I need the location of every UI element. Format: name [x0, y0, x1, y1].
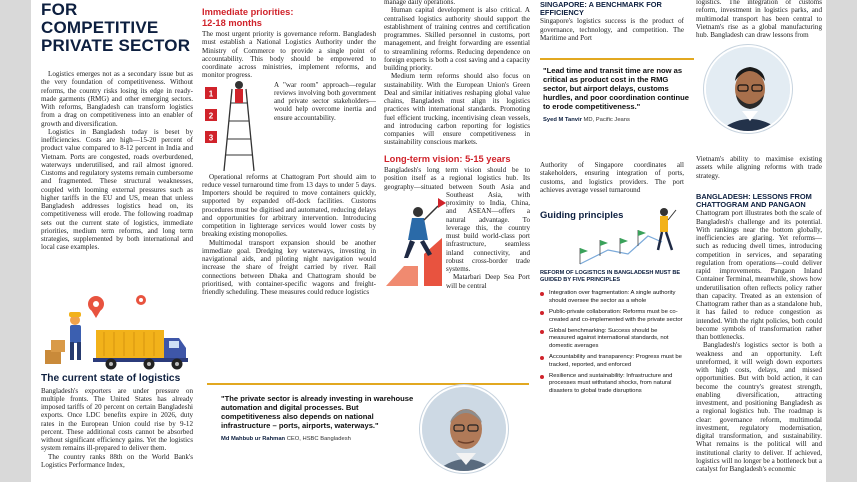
- flag-icon: [600, 240, 608, 246]
- person-icon: [413, 207, 423, 217]
- principle-text: Integration over fragmentation: A single authority should oversee the sector as a whole: [549, 290, 676, 304]
- step-number-2: 2: [208, 111, 214, 120]
- multimodal-text: Multimodal transport expansion should be another immediate goal. Dredging key waterways, investing in navigational aids, and piloting night navigation would increase the share of freight carried by river. Rail connections between Dhaka and Chattogram should be prioritised, with container-specific wagons and freight-friendly scheduling. These measures could reduce logistics: [202, 238, 376, 296]
- lessons-section: [696, 193, 822, 473]
- avatar: [706, 47, 792, 133]
- flag-icon: [438, 198, 446, 208]
- heading-immediate: Immediate priorities:: [202, 7, 294, 17]
- medium-term-text: Medium term reforms should also focus on sustainability. With the European Union's Green Deal and similar initiatives reshaping global value chains, Bangladesh must align its logistics practices with international standards. Promoting fuel efficient trucking, incentivising clean vessels, and introducing carbon reporting for logistics companies will ensure competitiveness in sustainability conscious markets.: [384, 72, 530, 147]
- war-room-block: [202, 81, 376, 173]
- principle-text: Resilience and sustainability: Infrastructure and processes must withstand shocks, from natural disasters to global trade disruptions: [549, 373, 673, 394]
- heading-long-term: Long-term vision: 5-15 years: [384, 153, 511, 164]
- list-item: [540, 373, 684, 395]
- current-state-paragraph-1: Bangladesh's exporters are under pressure on multiple fronts. The United States has already imposed tariffs of 20 percent on certain Bangladeshi exports. Once LDC benefits expire in 2026, duty rates in the European Union could rise by 9-12 percent. These additional costs cannot be absorbed without significant efficiency gains. Yet the logistics system remains ill-prepared to deliver them.: [41, 386, 193, 453]
- quote-box-tanvir: [540, 58, 694, 140]
- quote-title: MD, Pacific Jeans: [583, 116, 630, 123]
- list-item: [540, 328, 684, 350]
- guiding-principles-title: REFORM OF LOGISTICS IN BANGLADESH MUST BE GUIDED BY FIVE PRINCIPLES: [540, 270, 681, 284]
- list-item: [540, 354, 684, 369]
- heading-lessons: BANGLADESH: LESSONS FROM CHATTOGRAM AND PANGAON: [696, 192, 812, 210]
- quote-name: Syed M Tanvir: [543, 116, 582, 123]
- long-term-intro: Bangladesh's long term vision should be to position itself as a regional logistics hub. Its geography—situated between South Asia and Southeast Asia, with proximity to India, China, and ASEAN—offers a natural advantage. To leverage this, the country must build world-class port infrastructure, seamless inland connectivity, and robust cross-border trade systems.: [384, 166, 530, 273]
- person-icon: [660, 208, 668, 216]
- matarbari-text: Matarbari Deep Sea Port will be central: [446, 273, 530, 290]
- list-item: [540, 290, 684, 305]
- war-room-text: A "war room" approach—regular reviews involving both government and private sector stakeholders—would help overcome inertia and ensure accountability.: [274, 80, 376, 122]
- flag-icon: [638, 230, 646, 236]
- intro-paragraph-2: Logistics in Bangladesh today is beset by inefficiencies. Costs are high—15-20 percent of product value compared to 8-12 percent in India and Vietnam. Ports are congested, roads overburdened, waterways underutilised, and rail almost ignored. Customs and regulatory systems remain cumbersome and fragmented. These structural weaknesses, coupled with looming external pressures such as higher tariffs in the EU and US, mean that unless Bangladesh addresses logistics head on, its competitiveness will erode. The following roadmap sets out the current state of logistics, immediate priorities, medium term reforms, and long term strategies, supplemented by both international and local case examples.: [41, 127, 193, 252]
- quote-text: "Lead time and transit time are now as critical as product cost in the RMG sector, but airport delays, customs hurdles, and poor coordination continue to erode competitiveness.": [543, 66, 689, 111]
- quote-attribution: [221, 436, 419, 442]
- heading-singapore: SINGAPORE: A BENCHMARK FOR EFFICIENCY: [540, 0, 662, 18]
- intro-paragraph-1: Logistics emerges not as a secondary issue but as the very foundation of competitiveness. Without reforms, the country risks losing its edge in ready-made garments (RMG) and other emerging sectors. With reforms, Bangladesh can transform logistics from a drag on competitiveness into an enabler of growth and diversification.: [41, 70, 193, 128]
- top-fragment: manage daily operations.: [384, 0, 456, 6]
- operational-reforms-text: Operational reforms at Chattogram Port should aim to reduce vessel turnaround time from 13 days to under 5 days. Importers should be required to move containers quickly, supported by expanded off-dock facilities. Customs procedures must be digitised and automated, reducing delays and opportunities for arbitrary intervention. Introducing competition in lighterage services would lower costs by breaking existing monopolies.: [202, 172, 376, 239]
- quote-title: CEO, HSBC Bangladesh: [286, 435, 351, 442]
- ladder-steps-illustration: [202, 81, 270, 173]
- flag-icon: [580, 248, 588, 254]
- banner-headline: [41, 1, 193, 55]
- human-capital-text: Human capital development is also critical. A centralised logistics authority should support the establishment of training centres and certification programmes. Skilled personnel in customs, port management, and freight forwarding are essential to streamlining reforms. Reducing dependence on foreign experts is both a cost saving and a capacity building priority.: [384, 6, 530, 72]
- person-icon: [235, 81, 243, 89]
- closing-text: Bangladesh's logistics sector is both a weakness and an opportunity. Left unreformed, it will weigh down exporters with high costs, delays, and missed opportunities. But with bold action, it can become the country's greatest strength, enabling diversification, attracting investment, and positioning Bangladesh as a regional logistics hub. The roadmap is clear: governance reform, multimodal investment, regulatory modernisation, digital transformation, and sustainability. What remains is the political will and institutional clarity to deliver. If achieved, logistics will no longer be a bottleneck but a catalyst for Bangladesh's economic: [696, 341, 822, 474]
- list-item: [540, 309, 684, 324]
- principle-text: Global benchmarking: Success should be measured against international standards, not domestic averages: [549, 328, 669, 349]
- flags-growth-illustration: [540, 206, 684, 266]
- heading-guiding: Guiding principles: [540, 210, 624, 221]
- intro-paragraphs: [41, 70, 193, 252]
- authority-text: Authority of Singapore coordinates all stakeholders, ensuring integration of ports, customs, and logistics providers. The port achieves average vessel turnaround: [540, 161, 684, 194]
- bullet-icon: [540, 330, 544, 334]
- principle-text: Public-private collaboration: Reforms must be co-created and co-implemented with the private sector: [549, 309, 683, 323]
- flag-icon: [620, 238, 628, 244]
- immediate-intro: The most urgent priority is governance reform. Bangladesh must establish a National Logistics Authority under the Ministry of Commerce to provide a single point of accountability. This body should be empowered to coordinate across ministries, implement reforms, and monitor progress.: [202, 30, 376, 80]
- step-number-1: 1: [208, 89, 214, 98]
- quote-name: Md Mahbub ur Rahman: [221, 435, 286, 442]
- lessons-text: Chattogram port illustrates both the scale of Bangladesh's challenge and its potential. With rankings near the bottom globally, inefficiencies are glaring. Yet reforms—such as reducing dwell times, introducing competition in services, and separating regulation from operations—could deliver rapid improvements. Pangaon Inland Container Terminal, meanwhile, shows how underutilisation often reflects policy rather than capacity. Treated as an extension of Chattogram rather than as a standalone hub, it has failed to reduce congestion as intended. With the right policies, both could become symbols of transformation rather than bottlenecks.: [696, 209, 822, 342]
- step-number-3: 3: [208, 133, 214, 142]
- principle-text: Accountability and transparency: Progress must be tracked, reported, and enforced: [549, 354, 682, 368]
- banner-line-2: PRIVATE SECTOR: [41, 36, 191, 55]
- column-1: [41, 0, 193, 482]
- vietnam-text: Vietnam's ability to maximise existing assets while aligning reforms with trade strategy.: [696, 155, 822, 180]
- avatar: [422, 387, 508, 473]
- bullet-icon: [540, 311, 544, 315]
- long-term-block: [384, 166, 530, 273]
- authority-block: [540, 161, 684, 194]
- heading-current-state: The current state of logistics: [41, 373, 181, 384]
- bullet-icon: [540, 375, 544, 379]
- bullet-icon: [540, 292, 544, 296]
- truck-worker-illustration: [41, 290, 193, 372]
- current-state-paragraph-2: The country ranks 88th on the World Bank's Logistics Performance Index,: [41, 452, 193, 469]
- current-state-section: [41, 374, 193, 469]
- portrait-tanvir: [704, 45, 792, 133]
- portrait-mahbub: [420, 385, 508, 473]
- quote-text: "The private sector is already investing in warehouse automation and digital processes. But competitiveness also depends on national infrastructure – ports, airports, waterways.": [221, 394, 414, 430]
- principles-list: [540, 290, 684, 395]
- banner-line-1: FOR COMPETITIVE: [41, 0, 159, 37]
- bullet-icon: [540, 356, 544, 360]
- guiding-principles-box: [540, 270, 684, 399]
- singapore-text: Singapore's logistics success is the product of governance, technology, and competition. The Maritime and Port: [540, 17, 684, 42]
- climber-illustration: [384, 194, 448, 290]
- heading-immediate-timeframe: 12-18 months: [202, 17, 262, 28]
- quote-attribution: [543, 117, 694, 123]
- newspaper-page: [31, 0, 826, 482]
- top-text: logistics. The integration of customs reform, investment in logistics parks, and multimodal transport has been central to Vietnam's rise as a global manufacturing hub. Bangladesh can draw lessons from: [696, 0, 822, 39]
